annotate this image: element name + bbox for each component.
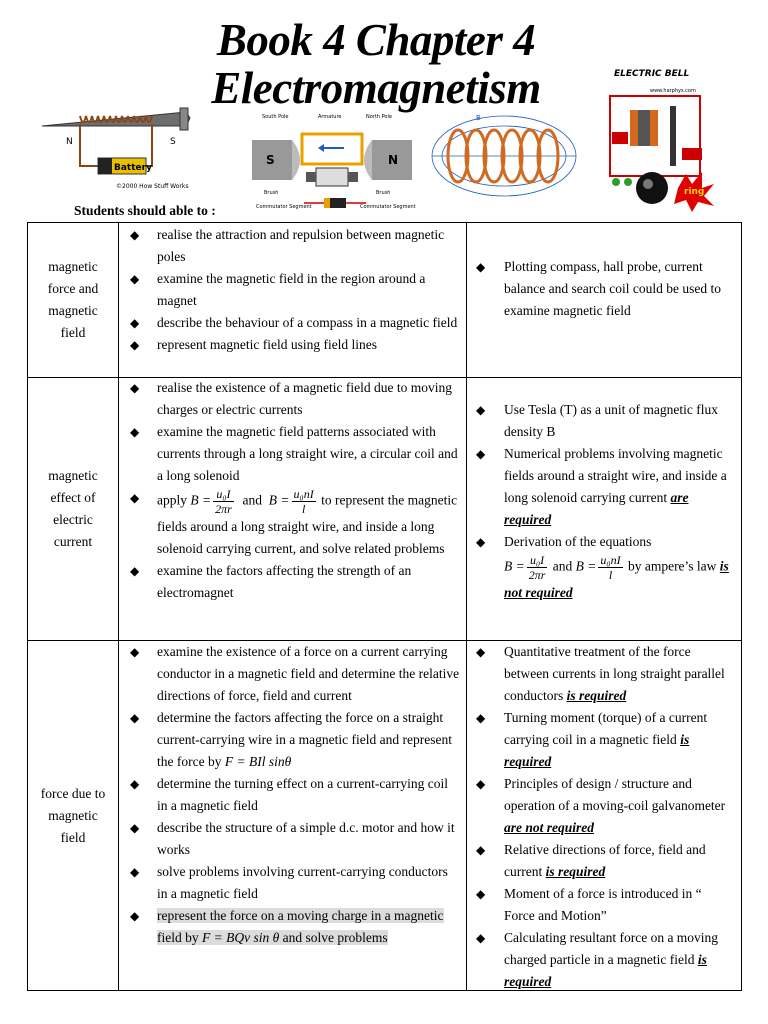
page-title-line2: Electromagnetism [211,63,541,113]
note-tail-text: by ampere’s law [627,558,717,574]
highlighted-text [157,908,444,945]
objective-item-highlighted [119,905,466,949]
pole-n-label: N [66,137,73,147]
requirement-flag: is required [566,688,627,703]
fraction-straight-wire [527,553,548,582]
frac-den: l [301,502,306,516]
note-text: Turning moment (torque) of a current carrying coil in a magnetic field [504,710,708,747]
frac-num: u₀I [213,487,234,502]
students-caption: Students should able to : [74,203,216,218]
equation-lhs: B = [268,492,290,508]
frac-num: u₀I [527,553,548,568]
fraction-solenoid [598,553,622,582]
note-item: ◆ Use Tesla (T) as a unit of magnetic flux density B [467,399,741,443]
objectives-cell [119,223,467,377]
objective-text: determine the factors affecting the force on a straight current-carrying wire in a magnetic field and represent the force by [157,710,452,769]
fraction-straight-wire [213,487,234,516]
field-b-label: B [476,114,481,122]
solenoid-illustration [428,108,580,200]
apply-tail-text: to represent the magnetic fields around a long straight wire, and inside a long solenoid carrying current, and solve related problems [157,492,458,556]
note-item [467,641,741,707]
table-row-magnetic-field [28,223,741,378]
brush-right-label: Brush [376,190,391,196]
requirement-flag: are not required [504,820,595,835]
brush-left-label: Brush [264,190,279,196]
topic-text: magnetic effect of electric current [48,468,98,549]
requirement-flag: are required [504,490,689,527]
frac-den: 2πr [215,502,232,516]
bell-ring-text: ring [684,187,705,197]
objective-item: ◆ examine the magnetic field patterns associated with currents through a long straight wire, a circular coil and a long solenoid [119,421,466,487]
electromagnet-illustration [40,104,196,196]
moving-charge-equation: F = BQv sin θ [202,930,280,945]
note-item [467,927,741,993]
objective-item: ◆ solve problems involving current-carrying conductors in a magnetic field [119,861,466,905]
north-pole-label: North Pole [366,114,392,120]
objective-tail-text: and solve problems [282,930,388,945]
requirement-flag: is required [545,864,606,879]
objective-item: ◆ realise the attraction and repulsion between magnetic poles [119,224,466,268]
frac-den: l [608,568,613,582]
objective-item: ◆ realise the existence of a magnetic field due to moving charges or electric currents [119,377,466,421]
objective-item: ◆ describe the structure of a simple d.c. motor and how it works [119,817,466,861]
notes-cell [467,223,741,377]
note-item [467,531,741,604]
force-equation: F = BIl sinθ [224,754,292,769]
note-item: ◆ Plotting compass, hall probe, current balance and search coil could be used to examine magnetic field [467,256,741,322]
fraction-solenoid [292,487,316,516]
frac-den: 2πr [528,568,546,582]
table-row-force-due-to-field [28,641,741,990]
bell-title: ELECTRIC BELL [614,69,690,79]
note-item [467,773,741,839]
equation-lhs: B = [190,492,212,508]
topic-text: magnetic force and magnetic field [47,259,99,340]
note-item [467,443,741,531]
and-text: and [552,558,573,574]
requirement-flag: is required [504,732,690,769]
objectives-cell [119,641,467,990]
table-row-magnetic-effect [28,378,741,641]
requirement-flag: is not required [504,558,729,600]
requirement-flag: is required [504,952,707,989]
notes-cell [467,641,741,990]
page-title-line1: Book 4 Chapter 4 [216,15,536,65]
motor-s-label: S [266,153,275,167]
note-text: Principles of design / structure and operation of a moving-coil galvanometer [504,776,726,813]
commutator-left-label: Commutator Segment [256,204,312,210]
battery-label: Battery [114,163,152,173]
note-text: Numerical problems involving magnetic fields around a straight wire, and inside a long solenoid carrying current [504,446,727,505]
topic-cell [28,378,119,640]
note-text: Calculating resultant force on a moving charged particle in a magnetic field [504,930,719,967]
electric-bell-illustration [596,66,726,212]
apply-text: apply [157,492,187,508]
motor-n-label: N [388,153,399,167]
frac-num: u₀nI [293,487,314,501]
objective-item-apply [119,487,466,560]
armature-label: Armature [318,114,342,120]
commutator-right-label: Commutator Segment [360,204,416,210]
syllabus-table [27,222,742,991]
frac-num: u₀nI [600,553,621,567]
dc-motor-illustration [248,110,416,214]
topic-cell [28,641,119,990]
objective-item: ◆ represent magnetic field using field lines [119,334,466,356]
credit-text: ©2000 How Stuff Works [116,183,189,190]
note-text: Quantitative treatment of the force between currents in long straight parallel conductors [504,644,725,703]
pole-s-label: S [170,137,176,147]
equation-lhs: B = [504,558,525,574]
objective-item [119,707,466,773]
objective-text: represent the force on a moving charge in a magnetic field by [157,908,444,945]
and-text: and [242,492,263,508]
objective-item: ◆ examine the factors affecting the strength of an electromagnet [119,560,466,604]
objective-item: ◆ examine the magnetic field in the region around a magnet [119,268,466,312]
objective-item: ◆ determine the turning effect on a current-carrying coil in a magnetic field [119,773,466,817]
note-item [467,839,741,883]
topic-cell [28,223,119,377]
note-text: Derivation of the equations [504,534,652,549]
note-text: Relative directions of force, field and current [504,842,706,879]
south-pole-label: South Pole [262,114,289,120]
equation-lhs: B = [575,558,597,574]
note-item [467,707,741,773]
objectives-cell [119,378,467,640]
objective-item: ◆ examine the existence of a force on a current carrying conductor in a magnetic field and determine the relative directions of force, field and current [119,641,466,707]
bell-site: www.harphys.com [650,88,696,94]
topic-text: force due to magnetic field [40,785,106,845]
objective-item: ◆ describe the behaviour of a compass in a magnetic field [119,312,466,334]
note-item: ◆ Moment of a force is introduced in “ Force and Motion” [467,883,741,927]
notes-cell [467,378,741,640]
